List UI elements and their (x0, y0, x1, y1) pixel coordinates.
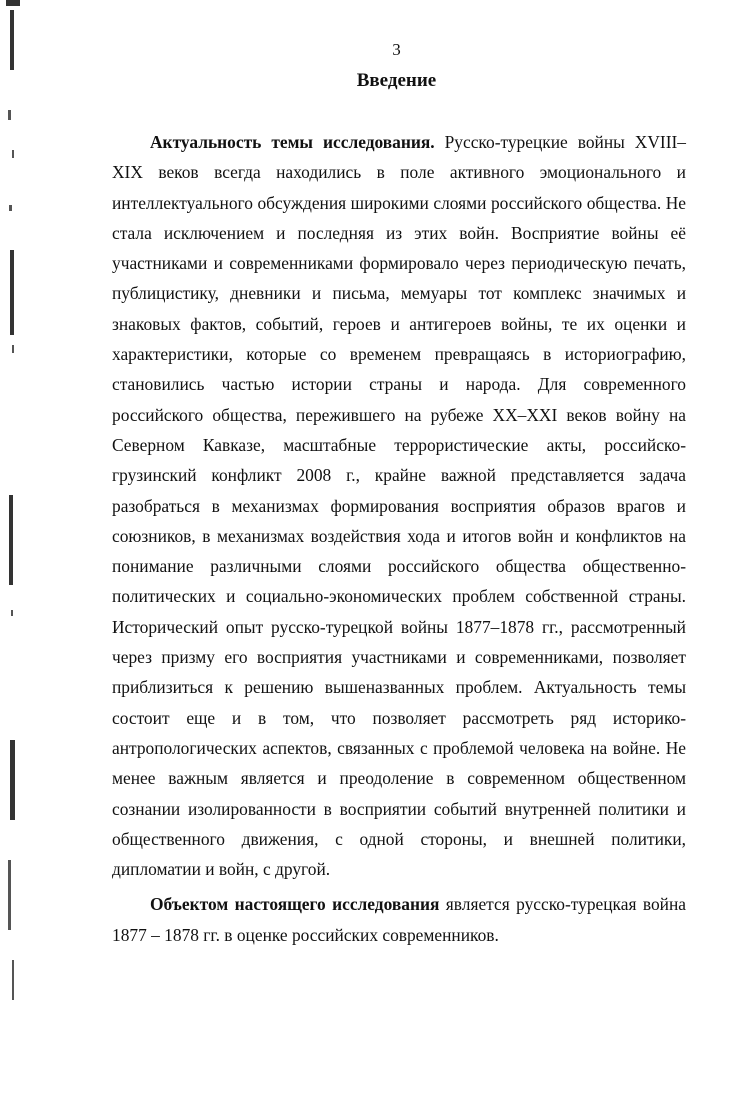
paragraph-object (112, 889, 686, 950)
paragraph-body: является русско-турецкая война 1877 – 1878 гг. в оценке российских современников. (112, 894, 686, 945)
paragraph-relevance (112, 127, 686, 884)
page-title: Введение (356, 70, 437, 91)
paragraph-lead: Объектом настоящего исследования (150, 894, 440, 915)
scan-edge-artifacts (0, 0, 30, 1100)
paragraph-lead: Актуальность темы исследования. (150, 132, 435, 152)
body-text (112, 127, 686, 950)
page-number: 3 (392, 40, 401, 59)
paragraph-body: Русско-турецкие войны XVIII–XIX веков всегда находились в поле активного эмоционального и интеллектуального обсуждения широкими слоями российского общества. Не стала исключением и последняя из этих войн. Восприятие войны её участниками и современниками формировало через периодическую печать, публицистику, дневники и письма, мемуары тот комплекс значимых и знаковых фактов, событий, героев и антигероев войны, те их оценки и характеристики, которые со временем превращаясь в историографию, становились частью истории страны и народа. Для современного российского общества, пережившего на рубеже XX–XXI веков войну на Северном Кавказе, масштабные террористические акты, российско-грузинский конфликт 2008 г., крайне важной представляется задача разобраться в механизмах формирования восприятия образов врагов и союзников, в механизмах воздействия хода и итогов войн и конфликтов на понимание различными слоями российского общества общественно-политических и социально-экономических проблем собственной страны. Исторический опыт русско-турецкой войны 1877–1878 гг., рассмотренный через призму его восприятия участниками и современниками, позволяет приблизиться к решению вышеназванных проблем. Актуальность темы состоит еще и в том, что позволяет рассмотреть ряд историко-антропологических аспектов, связанных с проблемой человека на войне. Не менее важным является и преодоление в современном общественном сознании изолированности в восприятии событий внутренней политики и общественного движения, с одной стороны, и внешней политики, дипломатии и войн, с другой. (112, 132, 686, 880)
